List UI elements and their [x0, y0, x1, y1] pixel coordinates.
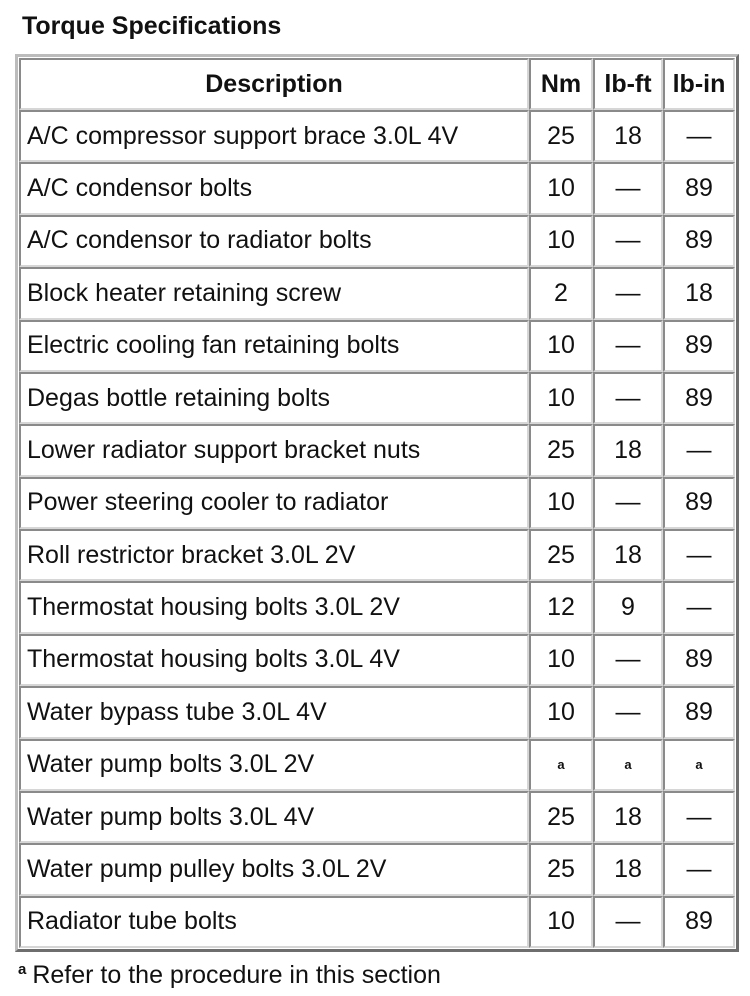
cell-description: Power steering cooler to radiator	[19, 477, 529, 529]
cell-lb-ft: —	[593, 634, 663, 686]
cell-lb-ft: 18	[593, 424, 663, 476]
cell-description: Radiator tube bolts	[19, 896, 529, 948]
cell-lb-ft: —	[593, 686, 663, 738]
cell-lb-ft: —	[593, 372, 663, 424]
table-row	[19, 162, 735, 214]
cell-lb-in: 89	[663, 634, 735, 686]
cell-description: Thermostat housing bolts 3.0L 2V	[19, 581, 529, 633]
table-row	[19, 320, 735, 372]
cell-lb-in: 89	[663, 215, 735, 267]
table-row	[19, 791, 735, 843]
cell-description: Water pump bolts 3.0L 2V	[19, 739, 529, 791]
cell-lb-ft: —	[593, 267, 663, 319]
table-body	[19, 110, 735, 948]
cell-lb-ft: —	[593, 896, 663, 948]
cell-lb-in: —	[663, 581, 735, 633]
cell-description: Lower radiator support bracket nuts	[19, 424, 529, 476]
cell-description: Block heater retaining screw	[19, 267, 529, 319]
header-lb-ft: lb-ft	[593, 58, 663, 110]
cell-description: Water bypass tube 3.0L 4V	[19, 686, 529, 738]
footnote-marker: a	[18, 961, 27, 978]
cell-description: Thermostat housing bolts 3.0L 4V	[19, 634, 529, 686]
cell-nm: 10	[529, 634, 593, 686]
cell-nm: 10	[529, 215, 593, 267]
cell-lb-in: —	[663, 791, 735, 843]
cell-description: Water pump pulley bolts 3.0L 2V	[19, 843, 529, 895]
cell-nm	[529, 739, 593, 791]
cell-description: A/C compressor support brace 3.0L 4V	[19, 110, 529, 162]
cell-nm: 25	[529, 110, 593, 162]
cell-nm: 25	[529, 424, 593, 476]
cell-nm: 25	[529, 791, 593, 843]
cell-lb-ft: —	[593, 477, 663, 529]
cell-lb-in: 18	[663, 267, 735, 319]
cell-lb-ft: —	[593, 162, 663, 214]
table-row	[19, 110, 735, 162]
table-row	[19, 739, 735, 791]
cell-nm: 12	[529, 581, 593, 633]
cell-nm: 25	[529, 529, 593, 581]
cell-description: A/C condensor to radiator bolts	[19, 215, 529, 267]
table-row	[19, 372, 735, 424]
cell-description: Roll restrictor bracket 3.0L 2V	[19, 529, 529, 581]
cell-lb-ft: 9	[593, 581, 663, 633]
footnote-ref-marker: a	[557, 757, 565, 773]
cell-lb-in: 89	[663, 162, 735, 214]
page-title: Torque Specifications	[22, 12, 282, 40]
cell-lb-in: 89	[663, 320, 735, 372]
footnote-text: Refer to the procedure in this section	[32, 961, 441, 989]
cell-lb-ft	[593, 739, 663, 791]
cell-description: Water pump bolts 3.0L 4V	[19, 791, 529, 843]
cell-lb-in: 89	[663, 477, 735, 529]
cell-nm: 10	[529, 896, 593, 948]
footnote	[18, 958, 441, 996]
table-row	[19, 581, 735, 633]
table-row	[19, 896, 735, 948]
table-row	[19, 843, 735, 895]
cell-lb-ft: —	[593, 215, 663, 267]
cell-nm: 10	[529, 162, 593, 214]
cell-lb-in: —	[663, 843, 735, 895]
header-nm: Nm	[529, 58, 593, 110]
torque-spec-table	[15, 54, 739, 952]
cell-description: Degas bottle retaining bolts	[19, 372, 529, 424]
cell-nm: 10	[529, 477, 593, 529]
table-row	[19, 686, 735, 738]
table-row	[19, 424, 735, 476]
cell-lb-in	[663, 739, 735, 791]
cell-nm: 10	[529, 686, 593, 738]
cell-lb-in: 89	[663, 372, 735, 424]
cell-lb-ft: 18	[593, 791, 663, 843]
cell-lb-ft: 18	[593, 529, 663, 581]
cell-lb-in: 89	[663, 686, 735, 738]
cell-lb-in: —	[663, 110, 735, 162]
table-header-row	[19, 58, 735, 110]
cell-nm: 25	[529, 843, 593, 895]
table-row	[19, 634, 735, 686]
table-row	[19, 267, 735, 319]
header-description: Description	[19, 58, 529, 110]
cell-lb-in: —	[663, 529, 735, 581]
cell-description: Electric cooling fan retaining bolts	[19, 320, 529, 372]
cell-lb-in: 89	[663, 896, 735, 948]
cell-nm: 10	[529, 372, 593, 424]
table-row	[19, 477, 735, 529]
cell-description: A/C condensor bolts	[19, 162, 529, 214]
table-row	[19, 215, 735, 267]
footnote-ref-marker: a	[695, 757, 703, 773]
cell-nm: 10	[529, 320, 593, 372]
header-lb-in: lb-in	[663, 58, 735, 110]
table-row	[19, 529, 735, 581]
cell-lb-ft: 18	[593, 843, 663, 895]
cell-nm: 2	[529, 267, 593, 319]
footnote-ref-marker: a	[624, 757, 632, 773]
cell-lb-ft: 18	[593, 110, 663, 162]
cell-lb-ft: —	[593, 320, 663, 372]
cell-lb-in: —	[663, 424, 735, 476]
